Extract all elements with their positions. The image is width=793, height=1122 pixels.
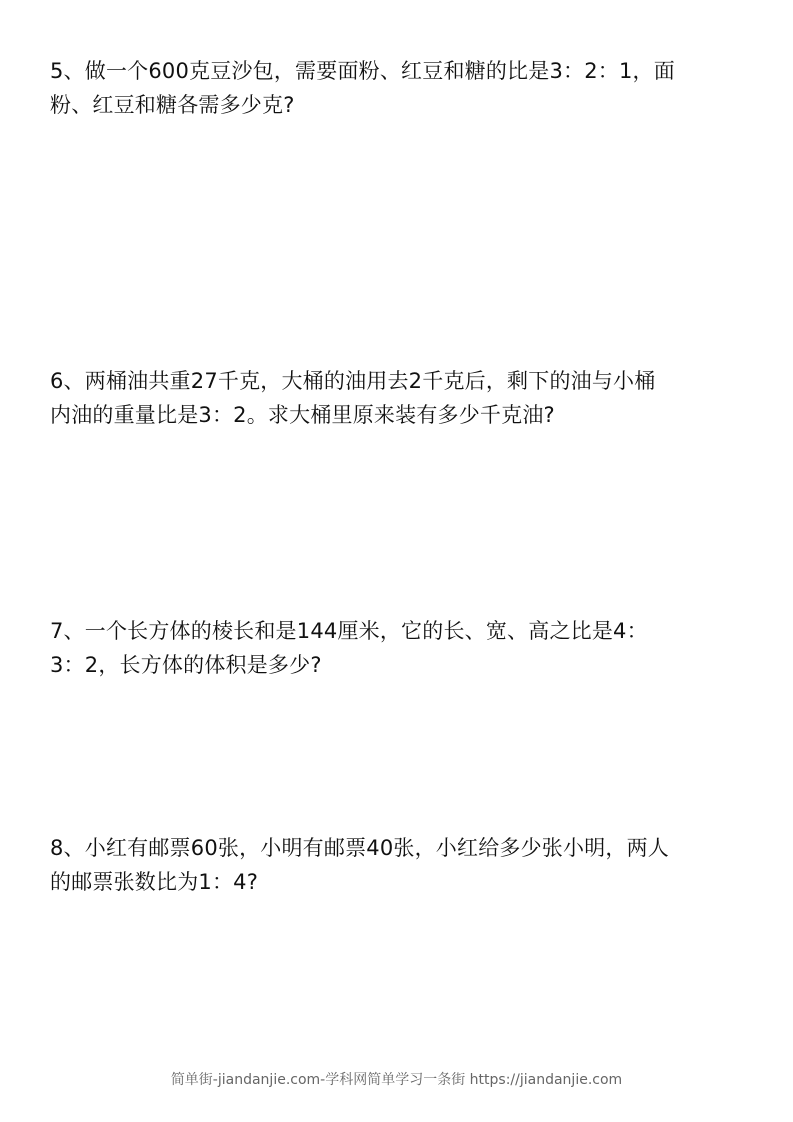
problem-5-line-1: 5、做一个600克豆沙包，需要面粉、红豆和糖的比是3：2：1，面: [50, 59, 675, 83]
problem-8: [50, 831, 750, 899]
problem-5-line-2: 粉、红豆和糖各需多少克?: [50, 93, 295, 117]
problem-8-line-2: 的邮票张数比为1：4?: [50, 870, 259, 894]
problem-7: [50, 614, 750, 682]
problem-8-line-1: 8、小红有邮票60张，小明有邮票40张，小红给多少张小明，两人: [50, 836, 670, 860]
problem-5: [50, 54, 750, 122]
problem-6-line-2: 内油的重量比是3：2。求大桶里原来装有多少千克油?: [50, 403, 555, 427]
page-footer: 简单街-jiandanjie.com-学科网简单学习一条街 https://jiandanjie.com: [170, 1072, 623, 1088]
problem-6: [50, 364, 750, 432]
problem-7-line-2: 3：2，长方体的体积是多少?: [50, 653, 322, 677]
problem-6-line-1: 6、两桶油共重27千克，大桶的油用去2千克后，剩下的油与小桶: [50, 369, 656, 393]
problem-7-line-1: 7、一个长方体的棱长和是144厘米，它的长、宽、高之比是4：: [50, 619, 648, 643]
